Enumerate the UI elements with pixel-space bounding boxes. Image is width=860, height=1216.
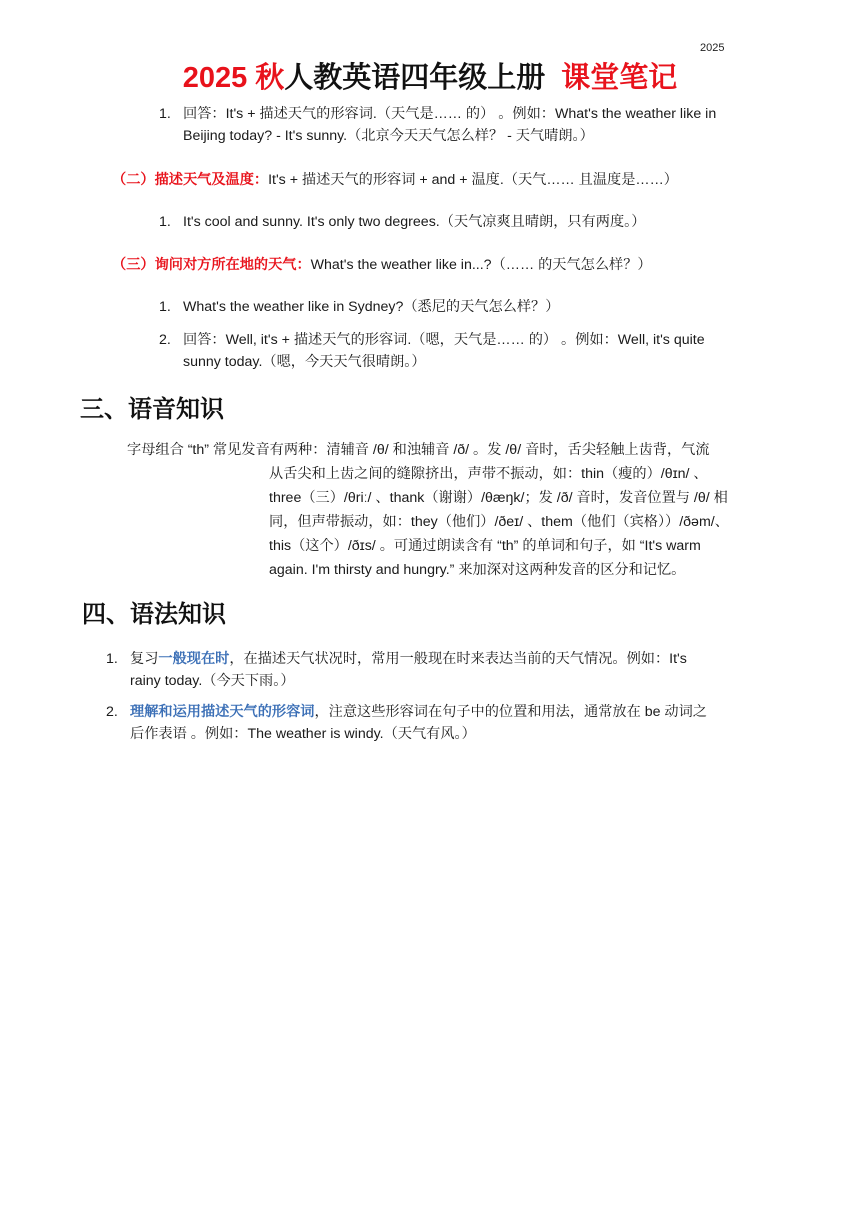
title-notes: 课堂笔记: [561, 62, 678, 94]
list-item: [159, 296, 799, 318]
phonics-line: 字母组合 “th” 常见发音有两种：清辅音 /θ/ 和浊辅音 /ð/ 。发 /θ/ 音时，舌尖轻触上齿背，气流: [127, 442, 710, 458]
item-text: 回答：Well, it's + 描述天气的形容词.（嗯，天气是…… 的） 。例如：Well, it's quite: [183, 332, 705, 348]
item-text: 回答：It's + 描述天气的形容词.（天气是…… 的） 。例如：What's the weather like in: [183, 106, 717, 122]
list-item: [159, 103, 799, 147]
list-item: [159, 329, 799, 373]
highlight-term: 一般现在时: [158, 651, 230, 667]
phonics-line: 同，但声带振动，如：they（他们）/ðeɪ/ 、them（他们（宾格））/ðəm/、: [269, 514, 729, 530]
header-year-tag: 2025: [700, 42, 725, 54]
page-title: [0, 58, 860, 98]
item-text-continued: sunny today.（嗯，今天天气很晴朗。）: [183, 354, 426, 370]
item-text-post: ，注意这些形容词在句子中的位置和用法，通常放在 be 动词之: [314, 704, 707, 720]
subheading-ask-weather: [112, 254, 812, 276]
title-main: 人教英语四年级上册: [284, 62, 546, 94]
phonics-line: again. I'm thirsty and hungry.” 来加深对这两种发音的区分和记忆。: [269, 562, 686, 578]
item-number: 1.: [106, 651, 118, 667]
title-year: 2025 秋: [182, 62, 285, 94]
section-heading-grammar: 四、语法知识: [82, 599, 226, 628]
item-number: 2.: [159, 332, 171, 348]
highlight-term: 理解和运用描述天气的形容词: [130, 704, 315, 720]
list-item: [106, 701, 796, 745]
subheading-lead: （二）描述天气及温度：: [112, 172, 269, 188]
phonics-line: this（这个）/ðɪs/ 。可通过朗读含有 “th” 的单词和句子，如 “It's warm: [269, 538, 701, 554]
item-text-pre: 复习: [130, 651, 159, 667]
subheading-lead: （三）询问对方所在地的天气：: [112, 257, 311, 273]
item-number: 1.: [159, 106, 171, 122]
subheading-rest: What's the weather like in...?（…… 的天气怎么样？）: [310, 257, 652, 273]
section-heading-phonics: 三、语音知识: [80, 394, 224, 423]
list-item: [159, 211, 799, 233]
list-item: [106, 648, 796, 692]
item-text-post: ，在描述天气状况时，常用一般现在时来表达当前的天气情况。例如：It's: [229, 651, 687, 667]
item-number: 2.: [106, 704, 118, 720]
item-text-continued: rainy today.（今天下雨。）: [130, 673, 295, 689]
item-text: It's cool and sunny. It's only two degrees.（天气凉爽且晴朗，只有两度。）: [183, 214, 646, 230]
subheading-rest: It's + 描述天气的形容词 + and + 温度.（天气…… 且温度是……）: [268, 172, 678, 188]
item-number: 1.: [159, 214, 171, 230]
item-text: What's the weather like in Sydney?（悉尼的天气怎么样？）: [183, 299, 560, 315]
subheading-weather-temperature: [112, 169, 812, 191]
phonics-line: three（三）/θriː/ 、thank（谢谢）/θæŋk/；发 /ð/ 音时，发音位置与 /θ/ 相: [269, 490, 728, 506]
phonics-line: 从舌尖和上齿之间的缝隙挤出，声带不振动，如：thin（瘦的）/θɪn/ 、: [269, 466, 708, 482]
item-number: 1.: [159, 299, 171, 315]
item-text-continued: 后作表语 。例如：The weather is windy.（天气有风。）: [130, 726, 476, 742]
item-text-continued: Beijing today? - It's sunny.（北京今天天气怎么样？ - 天气晴朗。）: [183, 128, 594, 144]
